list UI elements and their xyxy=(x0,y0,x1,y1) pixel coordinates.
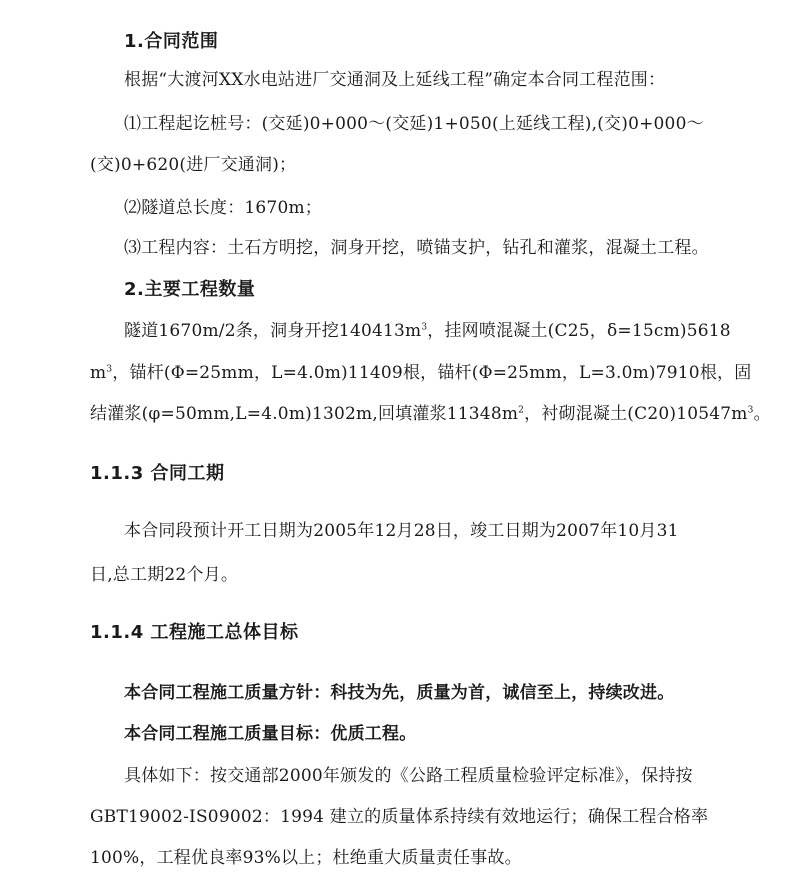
quantities-line-1-text-a: 隧道1670m/2条，洞身开挖140413m xyxy=(124,321,422,341)
section-title-construction-goals: 1.1.4 工程施工总体目标 xyxy=(90,622,299,643)
unit-superscript: 3 xyxy=(421,322,428,333)
scope-item-3: ⑶工程内容：土石方明挖，洞身开挖，喷锚支护，钻孔和灌浆，混凝土工程。 xyxy=(124,238,709,258)
quantities-line-1-text-b: ，挂网喷混凝土(C25，δ=15cm)5618 xyxy=(427,321,731,341)
quality-target: 本合同工程施工质量目标：优质工程。 xyxy=(124,724,417,744)
goals-detail-line-3: 100%，工程优良率93%以上；杜绝重大质量责任事故。 xyxy=(90,848,522,868)
section-title-main-quantities: 2.主要工程数量 xyxy=(124,279,256,300)
scope-item-1-line-1: ⑴工程起讫桩号：(交延)0+000～(交延)1+050(上延线工程),(交)0+000～ xyxy=(124,114,704,134)
quantities-paragraph-line-2 xyxy=(90,362,751,384)
scope-item-2: ⑵隧道总长度：1670m； xyxy=(124,198,322,218)
schedule-line-2: 日,总工期22个月。 xyxy=(90,565,239,585)
scope-intro-text: 根据“大渡河XX水电站进厂交通洞及上延线工程”确定本合同工程范围： xyxy=(124,70,666,90)
section-title-contract-duration: 1.1.3 合同工期 xyxy=(90,463,225,484)
quantities-line-2-text-a: m xyxy=(90,363,107,383)
quantities-line-3-text-b: ，衬砌混凝土(C20)10547m xyxy=(524,404,748,424)
quantities-paragraph-line-1 xyxy=(124,320,731,342)
scope-item-1-line-2: (交)0+620(进厂交通洞)； xyxy=(90,155,297,175)
goals-detail-line-2: GBT19002-IS09002：1994 建立的质量体系持续有效地运行；确保工程合格率 xyxy=(90,807,709,827)
unit-superscript: 3 xyxy=(106,364,113,375)
quantities-paragraph-line-3 xyxy=(90,403,771,425)
quantities-line-3-text-c: 。 xyxy=(753,404,771,424)
quantities-line-3-text-a: 结灌浆(φ=50mm,L=4.0m)1302m,回填灌浆11348m xyxy=(90,404,519,424)
quality-policy: 本合同工程施工质量方针：科技为先，质量为首，诚信至上，持续改进。 xyxy=(124,683,675,703)
section-title-contract-scope: 1.合同范围 xyxy=(124,31,219,52)
quantities-line-2-text-b: ，锚杆(Φ=25mm，L=4.0m)11409根，锚杆(Φ=25mm，L=3.0m)7910根，固 xyxy=(112,363,752,383)
schedule-line-1: 本合同段预计开工日期为2005年12月28日，竣工日期为2007年10月31 xyxy=(124,521,679,541)
unit-superscript: 3 xyxy=(747,405,754,416)
unit-superscript: 2 xyxy=(518,405,525,416)
goals-detail-line-1: 具体如下：按交通部2000年颁发的《公路工程质量检验评定标准》，保持按 xyxy=(124,766,693,786)
